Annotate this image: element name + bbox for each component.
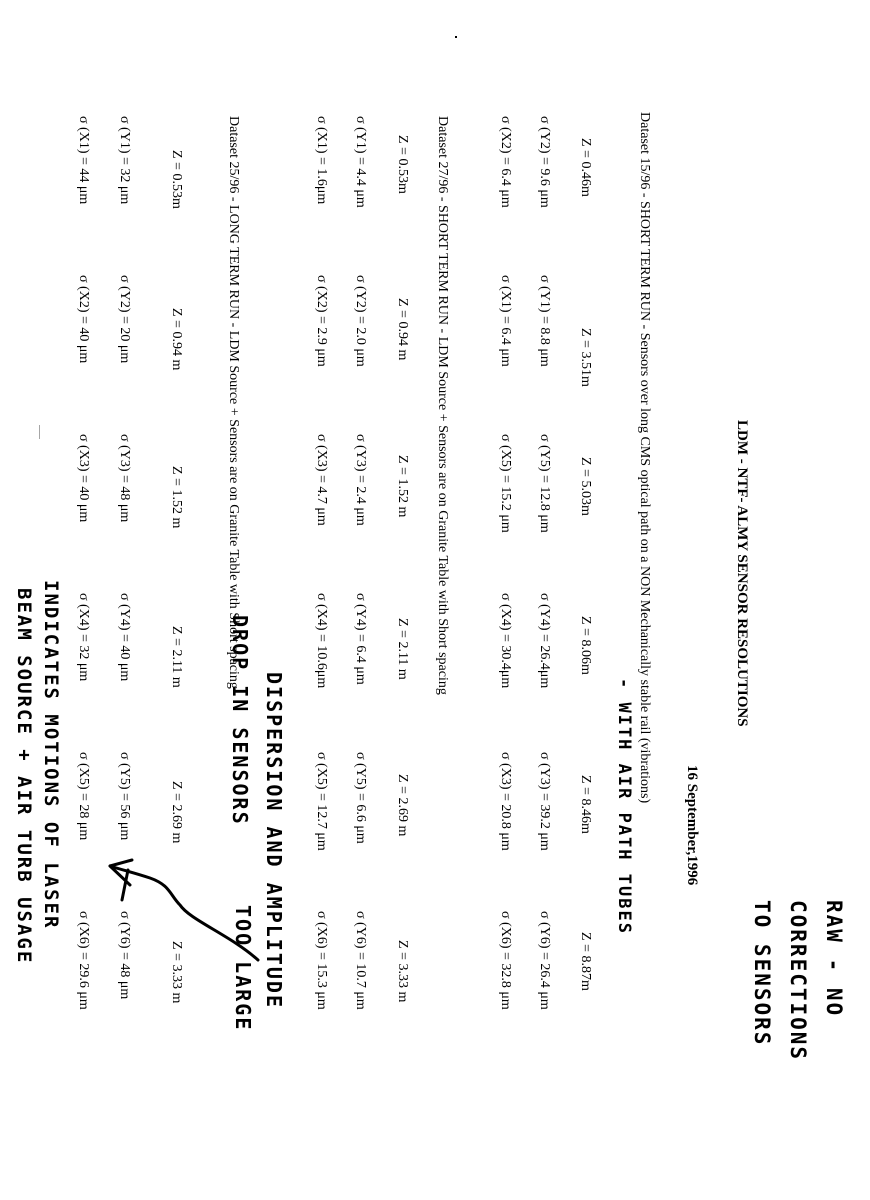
handwritten-dispersion-note: DISPERSION AND AMPLITUDE [262,672,286,1009]
z-value: Z = 8.06m [578,616,593,675]
z-value: Z = 1.52 m [395,455,410,518]
sigma-value: σ (X1) = 44 μm [76,116,91,205]
sigma-value: σ (Y4) = 40 μm [117,593,132,682]
sigma-value: σ (X6) = 32.8 μm [498,911,513,1010]
handwritten-air-tubes-note: - WITH AIR PATH TUBES [614,678,634,935]
sigma-value: σ (X2) = 6.4 μm [498,116,513,208]
z-value: Z = 8.46m [578,775,593,834]
sigma-value: σ (Y4) = 6.4 μm [353,593,368,685]
sigma-value: σ (X1) = 1.6μm [314,116,329,205]
z-value: Z = 2.11 m [395,618,410,680]
sigma-value: σ (X1) = 6.4 μm [498,275,513,367]
sigma-value: σ (Y6) = 26.4 μm [537,911,552,1010]
z-value: Z = 8.87m [578,932,593,991]
z-value: Z = 5.03m [578,457,593,516]
sigma-value: σ (X4) = 10.6μm [314,593,329,689]
sigma-value: σ (X4) = 30.4μm [498,593,513,689]
sigma-value: σ (Y3) = 48 μm [117,434,132,523]
handwritten-too-large-note: TOO LARGE [231,905,255,1032]
sigma-value: σ (Y1) = 4.4 μm [353,116,368,208]
sigma-value: σ (Y3) = 2.4 μm [353,434,368,526]
scan-speck [39,425,40,439]
sigma-value: σ (Y6) = 48 μm [117,911,132,1000]
sigma-value: σ (X6) = 29.6 μm [76,911,91,1010]
z-value: Z = 3.51m [578,328,593,387]
sigma-value: σ (X6) = 15.3 μm [314,911,329,1010]
z-value: Z = 2.69 m [395,774,410,837]
sigma-value: σ (Y5) = 6.6 μm [353,752,368,844]
sigma-value: σ (Y3) = 39.2 μm [537,752,552,851]
z-value: Z = 3.33 m [169,941,184,1004]
document-title: LDM - NTF- ALMY SENSOR RESOLUTIONS [734,420,750,727]
handwritten-corrections-note: CORRECTIONS [786,900,810,1062]
handwritten-laser-note: BEAM SOURCE + AIR TURB USAGE [13,588,35,965]
sigma-value: σ (X3) = 20.8 μm [498,752,513,851]
sigma-value: σ (X3) = 4.7 μm [314,434,329,526]
z-value: Z = 2.69 m [169,781,184,844]
sigma-value: σ (Y5) = 56 μm [117,752,132,841]
z-value: Z = 2.11 m [169,626,184,688]
handwritten-indicates-note: INDICATES MOTIONS OF LASER [40,580,62,930]
sigma-value: σ (Y5) = 12.8 μm [537,434,552,533]
dataset-header: Dataset 25/96 - LONG TERM RUN - LDM Source + Sensors are on Granite Table with Short spacing [226,116,241,689]
z-value: Z = 3.33 m [395,940,410,1003]
z-value: Z = 0.53m [169,150,184,209]
z-value: Z = 0.94 m [395,298,410,361]
sigma-value: σ (Y2) = 20 μm [117,275,132,364]
sigma-value: σ (Y2) = 2.0 μm [353,275,368,367]
dataset-header: Dataset 15/96 - SHORT TERM RUN - Sensors over long CMS optical path on a NON Mechanically stable rail (vibrations) [637,112,652,804]
z-value: Z = 0.53m [395,135,410,194]
sigma-value: σ (X5) = 12.7 μm [314,752,329,851]
dataset-header: Dataset 27/96 - SHORT TERM RUN - LDM Source + Sensors are on Granite Table with Short spacing [435,116,450,695]
z-value: Z = 0.94 m [169,308,184,371]
handwritten-sensors-note: TO SENSORS [750,900,774,1047]
document-date: 16 September,1996 [684,765,700,886]
sigma-value: σ (X2) = 2.9 μm [314,275,329,367]
sigma-value: σ (X5) = 28 μm [76,752,91,841]
z-value: Z = 1.52 m [169,466,184,529]
sigma-value: σ (X5) = 15.2 μm [498,434,513,533]
sigma-value: σ (X3) = 40 μm [76,434,91,523]
z-value: Z = 0.46m [578,138,593,197]
sigma-value: σ (X4) = 32 μm [76,593,91,682]
sigma-value: σ (Y1) = 8.8 μm [537,275,552,367]
sigma-value: σ (Y4) = 26.4μm [537,593,552,689]
sigma-value: σ (X2) = 40 μm [76,275,91,364]
sigma-value: σ (Y2) = 9.6 μm [537,116,552,208]
sigma-value: σ (Y6) = 10.7 μm [353,911,368,1010]
handwritten-drop-note: DROP IN SENSORS [228,615,252,826]
handwritten-raw-note: RAW - NO [822,900,846,1018]
scan-speck [455,36,457,38]
sigma-value: σ (Y1) = 32 μm [117,116,132,205]
